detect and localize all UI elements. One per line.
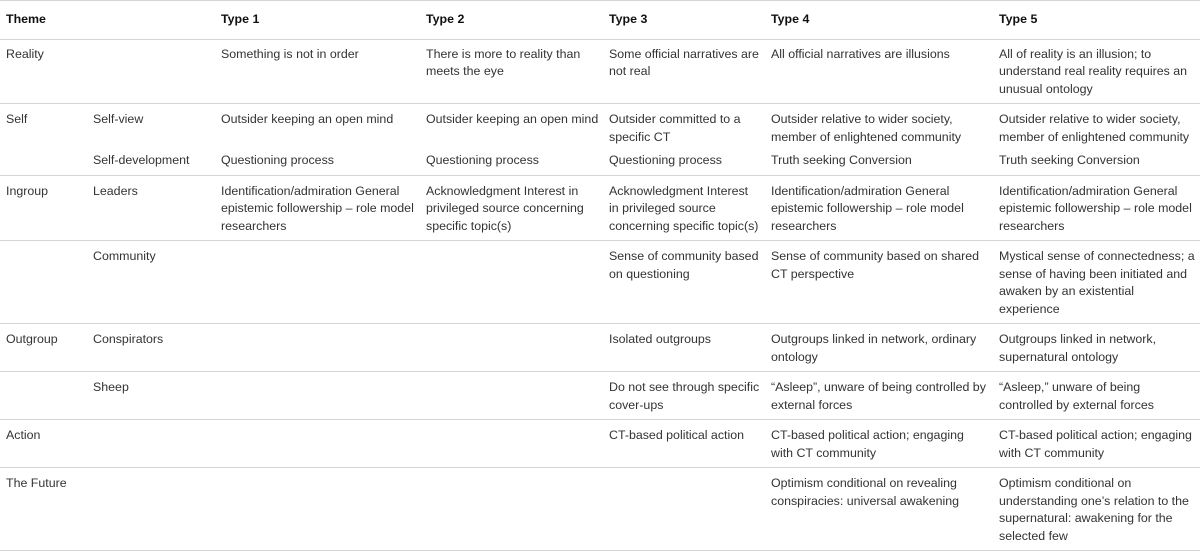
subtheme-cell: Self-development bbox=[87, 146, 215, 175]
type3-cell: Questioning process bbox=[603, 146, 765, 175]
table-row bbox=[0, 104, 1200, 147]
header-row bbox=[0, 1, 1200, 40]
type2-cell: Acknowledgment Interest in privileged source concerning specific topic(s) bbox=[420, 175, 603, 241]
type5-cell: CT-based political action; engaging with CT community bbox=[993, 420, 1200, 468]
table-row bbox=[0, 241, 1200, 324]
type5-cell: Optimism conditional on understanding one’s relation to the supernatural: awakening for the selected few bbox=[993, 468, 1200, 551]
table-row bbox=[0, 175, 1200, 241]
header-theme: Theme bbox=[0, 1, 87, 40]
subtheme-cell: Community bbox=[87, 241, 215, 324]
type2-cell bbox=[420, 468, 603, 551]
type3-cell: CT-based political action bbox=[603, 420, 765, 468]
type3-cell: Acknowledgment Interest in privileged source concerning specific topic(s) bbox=[603, 175, 765, 241]
header-subtheme bbox=[87, 1, 215, 40]
type4-cell: Identification/admiration General epistemic followership – role model researchers bbox=[765, 175, 993, 241]
type2-cell: Outsider keeping an open mind bbox=[426, 112, 599, 126]
type1-cell: Something is not in order bbox=[215, 39, 420, 104]
type1-cell: Identification/admiration General epistemic followership – role model researchers bbox=[215, 175, 420, 241]
theme-cell: Outgroup bbox=[0, 324, 87, 372]
subtheme-cell bbox=[87, 420, 215, 468]
type5-cell: Outgroups linked in network, supernatural ontology bbox=[993, 324, 1200, 372]
subtheme-cell: Self-view bbox=[93, 112, 144, 126]
table-row bbox=[0, 324, 1200, 372]
header-type-3: Type 3 bbox=[603, 1, 765, 40]
type4-cell: Outgroups linked in network, ordinary ontology bbox=[765, 324, 993, 372]
type2-cell bbox=[420, 324, 603, 372]
type5-cell: Outsider relative to wider society, member of enlightened community bbox=[999, 112, 1190, 144]
type2-cell bbox=[420, 420, 603, 468]
table-row bbox=[0, 146, 1200, 175]
type5-cell: Truth seeking Conversion bbox=[993, 146, 1200, 175]
theme-cell: The Future bbox=[0, 468, 87, 551]
theme-cell bbox=[0, 146, 87, 175]
subtheme-cell: Leaders bbox=[87, 175, 215, 241]
theme-cell: Reality bbox=[0, 39, 87, 104]
type3-cell: Some official narratives are not real bbox=[603, 39, 765, 104]
type4-cell: All official narratives are illusions bbox=[765, 39, 993, 104]
type4-cell: Optimism conditional on revealing conspiracies: universal awakening bbox=[765, 468, 993, 551]
subtheme-cell: Conspirators bbox=[87, 324, 215, 372]
type2-cell bbox=[420, 372, 603, 420]
type1-cell: Questioning process bbox=[215, 146, 420, 175]
type4-cell: CT-based political action; engaging with CT community bbox=[765, 420, 993, 468]
type2-cell: There is more to reality than meets the eye bbox=[420, 39, 603, 104]
header-type-1: Type 1 bbox=[215, 1, 420, 40]
type4-cell: “Asleep”, unware of being controlled by external forces bbox=[765, 372, 993, 420]
theme-cell: Ingroup bbox=[0, 175, 87, 241]
type4-cell: Outsider relative to wider society, member of enlightened community bbox=[771, 112, 962, 144]
type1-cell bbox=[215, 241, 420, 324]
type1-cell bbox=[215, 372, 420, 420]
type5-cell: “Asleep,” unware of being controlled by external forces bbox=[993, 372, 1200, 420]
subtheme-cell bbox=[87, 468, 215, 551]
type2-cell bbox=[420, 241, 603, 324]
theme-cell: Self bbox=[6, 112, 28, 126]
type1-cell: Outsider keeping an open mind bbox=[221, 112, 394, 126]
theme-cell bbox=[0, 241, 87, 324]
header-type-2: Type 2 bbox=[420, 1, 603, 40]
table-row bbox=[0, 39, 1200, 104]
theme-cell: Action bbox=[0, 420, 87, 468]
header-type-4: Type 4 bbox=[765, 1, 993, 40]
theme-cell bbox=[0, 372, 87, 420]
type5-cell: Mystical sense of connectedness; a sense of having been initiated and awaken by an existential experience bbox=[993, 241, 1200, 324]
subtheme-cell bbox=[87, 39, 215, 104]
type1-cell bbox=[215, 324, 420, 372]
table-row bbox=[0, 420, 1200, 468]
subtheme-cell: Sheep bbox=[87, 372, 215, 420]
type3-cell: Outsider committed to a specific CT bbox=[609, 112, 741, 144]
type3-cell: Sense of community based on questioning bbox=[603, 241, 765, 324]
type2-cell: Questioning process bbox=[420, 146, 603, 175]
type1-cell bbox=[215, 420, 420, 468]
type5-cell: All of reality is an illusion; to understand real reality requires an unusual ontology bbox=[993, 39, 1200, 104]
header-type-5: Type 5 bbox=[993, 1, 1200, 40]
table-row bbox=[0, 468, 1200, 551]
type4-cell: Truth seeking Conversion bbox=[765, 146, 993, 175]
type3-cell bbox=[603, 468, 765, 551]
type4-cell: Sense of community based on shared CT perspective bbox=[765, 241, 993, 324]
type3-cell: Isolated outgroups bbox=[603, 324, 765, 372]
type5-cell: Identification/admiration General epistemic followership – role model researchers bbox=[993, 175, 1200, 241]
type3-cell: Do not see through specific cover-ups bbox=[603, 372, 765, 420]
type1-cell bbox=[215, 468, 420, 551]
table-row bbox=[0, 372, 1200, 420]
